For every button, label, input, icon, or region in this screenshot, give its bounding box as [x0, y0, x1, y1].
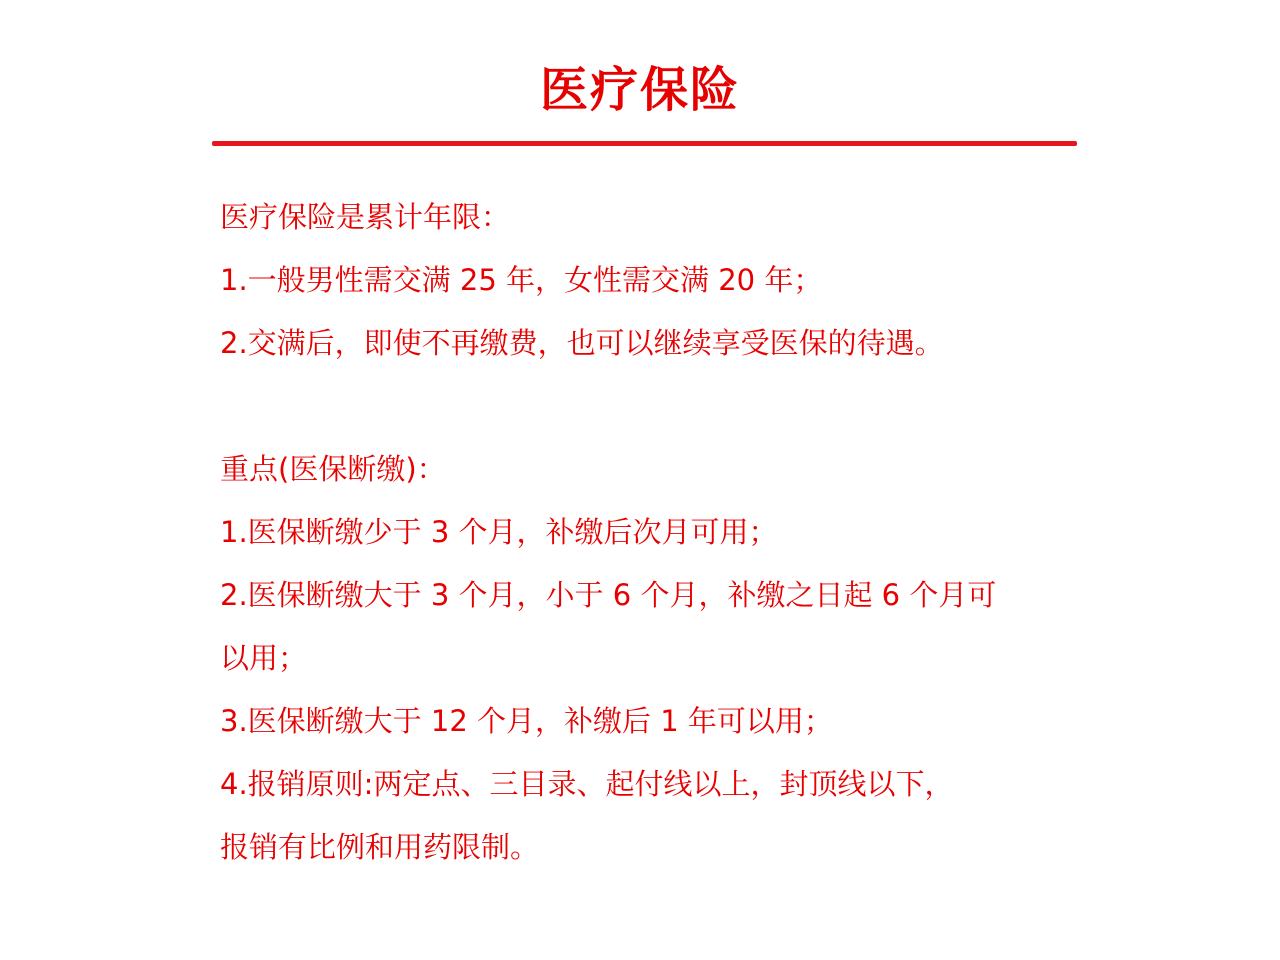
list-item: 1.一般男性需交满 25 年，女性需交满 20 年； [220, 263, 823, 297]
document-body [220, 186, 1080, 879]
title-divider [212, 141, 1077, 146]
page-title: 医疗保险 [539, 62, 740, 118]
list-item-continuation: 报销有比例和用药限制。 [220, 830, 540, 864]
list-item: 2.医保断缴大于 3 个月，小于 6 个月，补缴之日起 6 个月可 [220, 578, 997, 612]
list-item: 3.医保断缴大于 12 个月，补缴后 1 年可以用； [220, 704, 833, 738]
list-item: 4.报销原则:两定点、三目录、起付线以上，封顶线以下， [220, 767, 954, 801]
list-item-continuation: 以用； [220, 641, 308, 675]
section-heading-accumulation: 医疗保险是累计年限： [220, 200, 511, 234]
list-item: 2.交满后，即使不再缴费，也可以继续享受医保的待遇。 [220, 326, 944, 360]
list-item: 1.医保断缴少于 3 个月，补缴后次月可用； [220, 515, 778, 549]
section-heading-interruption: 重点(医保断缴)： [220, 452, 446, 486]
paragraph-spacer [220, 375, 1080, 438]
